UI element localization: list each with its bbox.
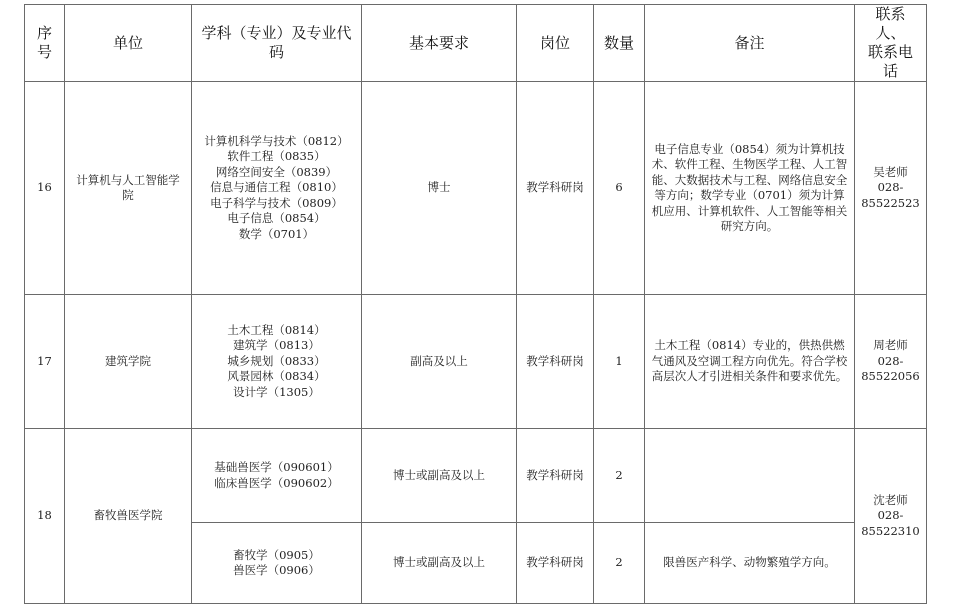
row-index: 18 — [25, 429, 65, 604]
row-position: 教学科研岗 — [517, 295, 594, 429]
discipline-item: 电子科学与技术（0809） — [210, 195, 343, 210]
discipline-item: 畜牧学（0905） — [233, 547, 320, 562]
discipline-item: 设计学（1305） — [233, 384, 320, 399]
discipline-item: 软件工程（0835） — [227, 149, 326, 164]
discipline-item: 城乡规划（0833） — [227, 353, 326, 368]
row-position: 教学科研岗 — [517, 82, 594, 295]
discipline-item: 风景园林（0834） — [227, 369, 326, 384]
header-discipline: 学科（专业）及专业代码 — [192, 5, 362, 82]
contact-name: 周老师 — [873, 338, 908, 353]
contact-name: 沈老师 — [873, 492, 908, 507]
row-quantity: 6 — [594, 82, 645, 295]
header-row — [25, 5, 927, 82]
contact-phone: 028-85522310 — [861, 508, 920, 538]
contact-name: 吴老师 — [873, 164, 908, 179]
header-contact-line2: 联系电话 — [867, 43, 913, 80]
header-index: 序号 — [25, 5, 65, 82]
row-index: 16 — [25, 82, 65, 295]
row-requirement: 博士或副高及以上 — [362, 429, 517, 523]
discipline-item: 信息与通信工程（0810） — [210, 180, 343, 195]
discipline-item: 临床兽医学（090602） — [214, 475, 339, 490]
row-quantity: 2 — [594, 429, 645, 523]
row-requirement: 副高及以上 — [362, 295, 517, 429]
row-position: 教学科研岗 — [517, 523, 594, 604]
row-index: 17 — [25, 295, 65, 429]
contact-phone: 028-85522056 — [861, 353, 920, 384]
row-unit: 计算机与人工智能学院 — [65, 82, 192, 295]
discipline-item: 数学（0701） — [238, 226, 315, 241]
discipline-item: 兽医学（0906） — [233, 563, 320, 577]
row-contact — [855, 82, 927, 295]
header-position: 岗位 — [517, 5, 594, 82]
row-unit: 畜牧兽医学院 — [65, 429, 192, 604]
row-disciplines — [192, 523, 362, 604]
row-contact — [855, 295, 927, 429]
row-notes: 限兽医产科学、动物繁殖学方向。 — [645, 523, 855, 604]
row-notes: 土木工程（0814）专业的，供热供燃气通风及空调工程方向优先。符合学校高层次人才引进相关条件和要求优先。 — [645, 295, 855, 429]
discipline-item: 计算机科学与技术（0812） — [204, 133, 349, 148]
header-unit: 单位 — [65, 5, 192, 82]
header-requirement: 基本要求 — [362, 5, 517, 82]
row-requirement: 博士或副高及以上 — [362, 523, 517, 604]
recruitment-table — [24, 4, 927, 604]
row-requirement: 博士 — [362, 82, 517, 295]
discipline-item: 电子信息（0854） — [227, 211, 326, 226]
row-disciplines — [192, 295, 362, 429]
row-disciplines — [192, 82, 362, 295]
discipline-item: 建筑学（0813） — [233, 338, 320, 353]
discipline-item: 土木工程（0814） — [227, 322, 326, 337]
row-quantity: 1 — [594, 295, 645, 429]
discipline-item: 基础兽医学（090601） — [214, 460, 339, 474]
discipline-item: 网络空间安全（0839） — [215, 164, 338, 179]
header-contact-line1: 联系人、 — [875, 5, 906, 42]
table-row — [25, 82, 927, 295]
row-contact — [855, 429, 927, 604]
row-disciplines — [192, 429, 362, 523]
header-quantity: 数量 — [594, 5, 645, 82]
row-position: 教学科研岗 — [517, 429, 594, 523]
header-notes: 备注 — [645, 5, 855, 82]
row-quantity: 2 — [594, 523, 645, 604]
header-contact — [855, 5, 927, 82]
table-row — [25, 429, 927, 523]
row-notes: 电子信息专业（0854）须为计算机技术、软件工程、生物医学工程、人工智能、大数据技术与工程、网络信息安全等方向；数学专业（0701）须为计算机应用、计算机软件、人工智能等相关研究方向。 — [645, 82, 855, 295]
row-unit: 建筑学院 — [65, 295, 192, 429]
contact-phone: 028-85522523 — [861, 180, 920, 210]
row-notes — [645, 429, 855, 523]
table-row — [25, 295, 927, 429]
